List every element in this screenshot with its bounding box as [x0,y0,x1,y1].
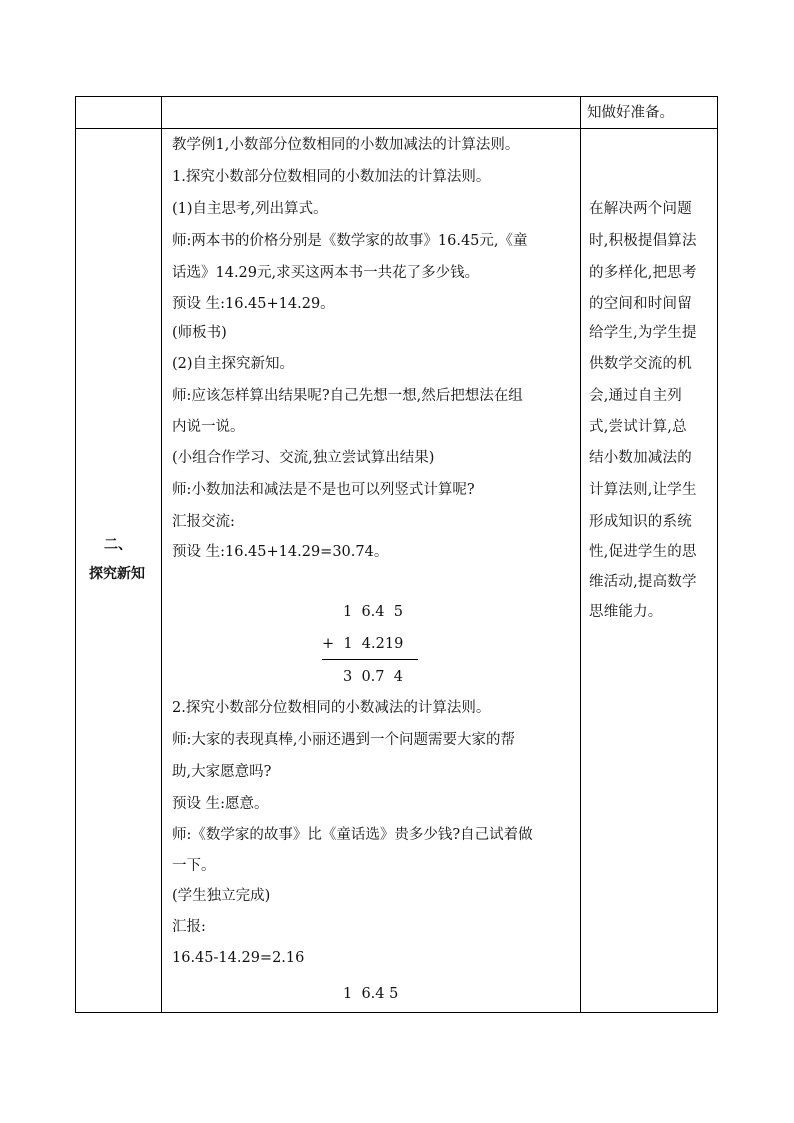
section-number: 二、 [104,537,132,553]
main-line: 师:应该怎样算出结果呢?自己先想一想,然后把想法在组 [172,388,523,404]
main-line: 助,大家愿意吗? [172,764,272,780]
note-line: 计算法则,让学生 [589,482,697,498]
addition-rule [322,659,418,660]
addition-result: 3 0.7 4 [343,669,403,685]
main-line: (1)自主思考,列出算式。 [172,201,328,217]
lesson-plan-table [75,96,718,1013]
main-line: 内说一说。 [172,419,245,435]
note-line: 的多样化,把思考 [589,265,697,281]
main-line: 1.探究小数部分位数相同的小数加法的计算法则。 [172,169,491,185]
main-line: 师:《数学家的故事》比《童话选》贵多少钱?自己试着做 [172,827,533,843]
row-divider [76,128,717,129]
note-line: 式,尝试计算,总 [589,419,687,435]
note-line: 性,促进学生的思 [589,544,697,560]
addition-row-2: + 1 4.219 [322,636,404,652]
column-divider-right [580,97,581,1012]
note-line: 结小数加减法的 [589,450,692,466]
main-line: 2.探究小数部分位数相同的小数减法的计算法则。 [172,700,491,716]
main-line: (学生独立完成) [172,888,271,904]
addition-row-1: 1 6.4 5 [343,604,403,620]
continuation-note: 知做好准备。 [587,105,674,121]
note-line: 形成知识的系统 [589,514,692,530]
subtraction-row-1: 1 6.4 5 [343,986,399,1002]
note-line: 在解决两个问题 [589,201,692,217]
main-line: 预设 生:16.45+14.29=30.74。 [172,544,389,560]
main-line: 16.45-14.29=2.16 [172,950,305,966]
main-line: (师板书) [172,325,227,341]
main-line: 预设 生:16.45+14.29。 [172,296,335,312]
main-line: 师:两本书的价格分别是《数学家的故事》16.45元,《童 [172,233,528,249]
main-line: (小组合作学习、交流,独立尝试算出结果) [172,450,435,466]
note-line: 时,积极提倡算法 [589,233,697,249]
main-line: 师:大家的表现真棒,小丽还遇到一个问题需要大家的帮 [172,732,515,748]
note-line: 供数学交流的机 [589,356,692,372]
main-line: 话选》14.29元,求买这两本书一共花了多少钱。 [172,265,480,281]
main-line: 一下。 [172,858,216,874]
column-divider-left [161,97,162,1012]
main-line: 师:小数加法和减法是不是也可以列竖式计算呢? [172,482,475,498]
note-line: 维活动,提高数学 [589,574,697,590]
main-line: (2)自主探究新知。 [172,356,295,372]
main-line: 汇报: [172,919,206,935]
main-line: 汇报交流: [172,514,235,530]
main-line: 教学例1,小数部分位数相同的小数加减法的计算法则。 [172,137,520,153]
note-line: 思维能力。 [589,604,663,620]
note-line: 的空间和时间留 [589,296,692,312]
main-line: 预设 生:愿意。 [172,796,269,812]
note-line: 会,通过自主列 [589,388,683,404]
note-line: 给学生,为学生提 [589,325,697,341]
section-title: 探究新知 [89,566,145,582]
